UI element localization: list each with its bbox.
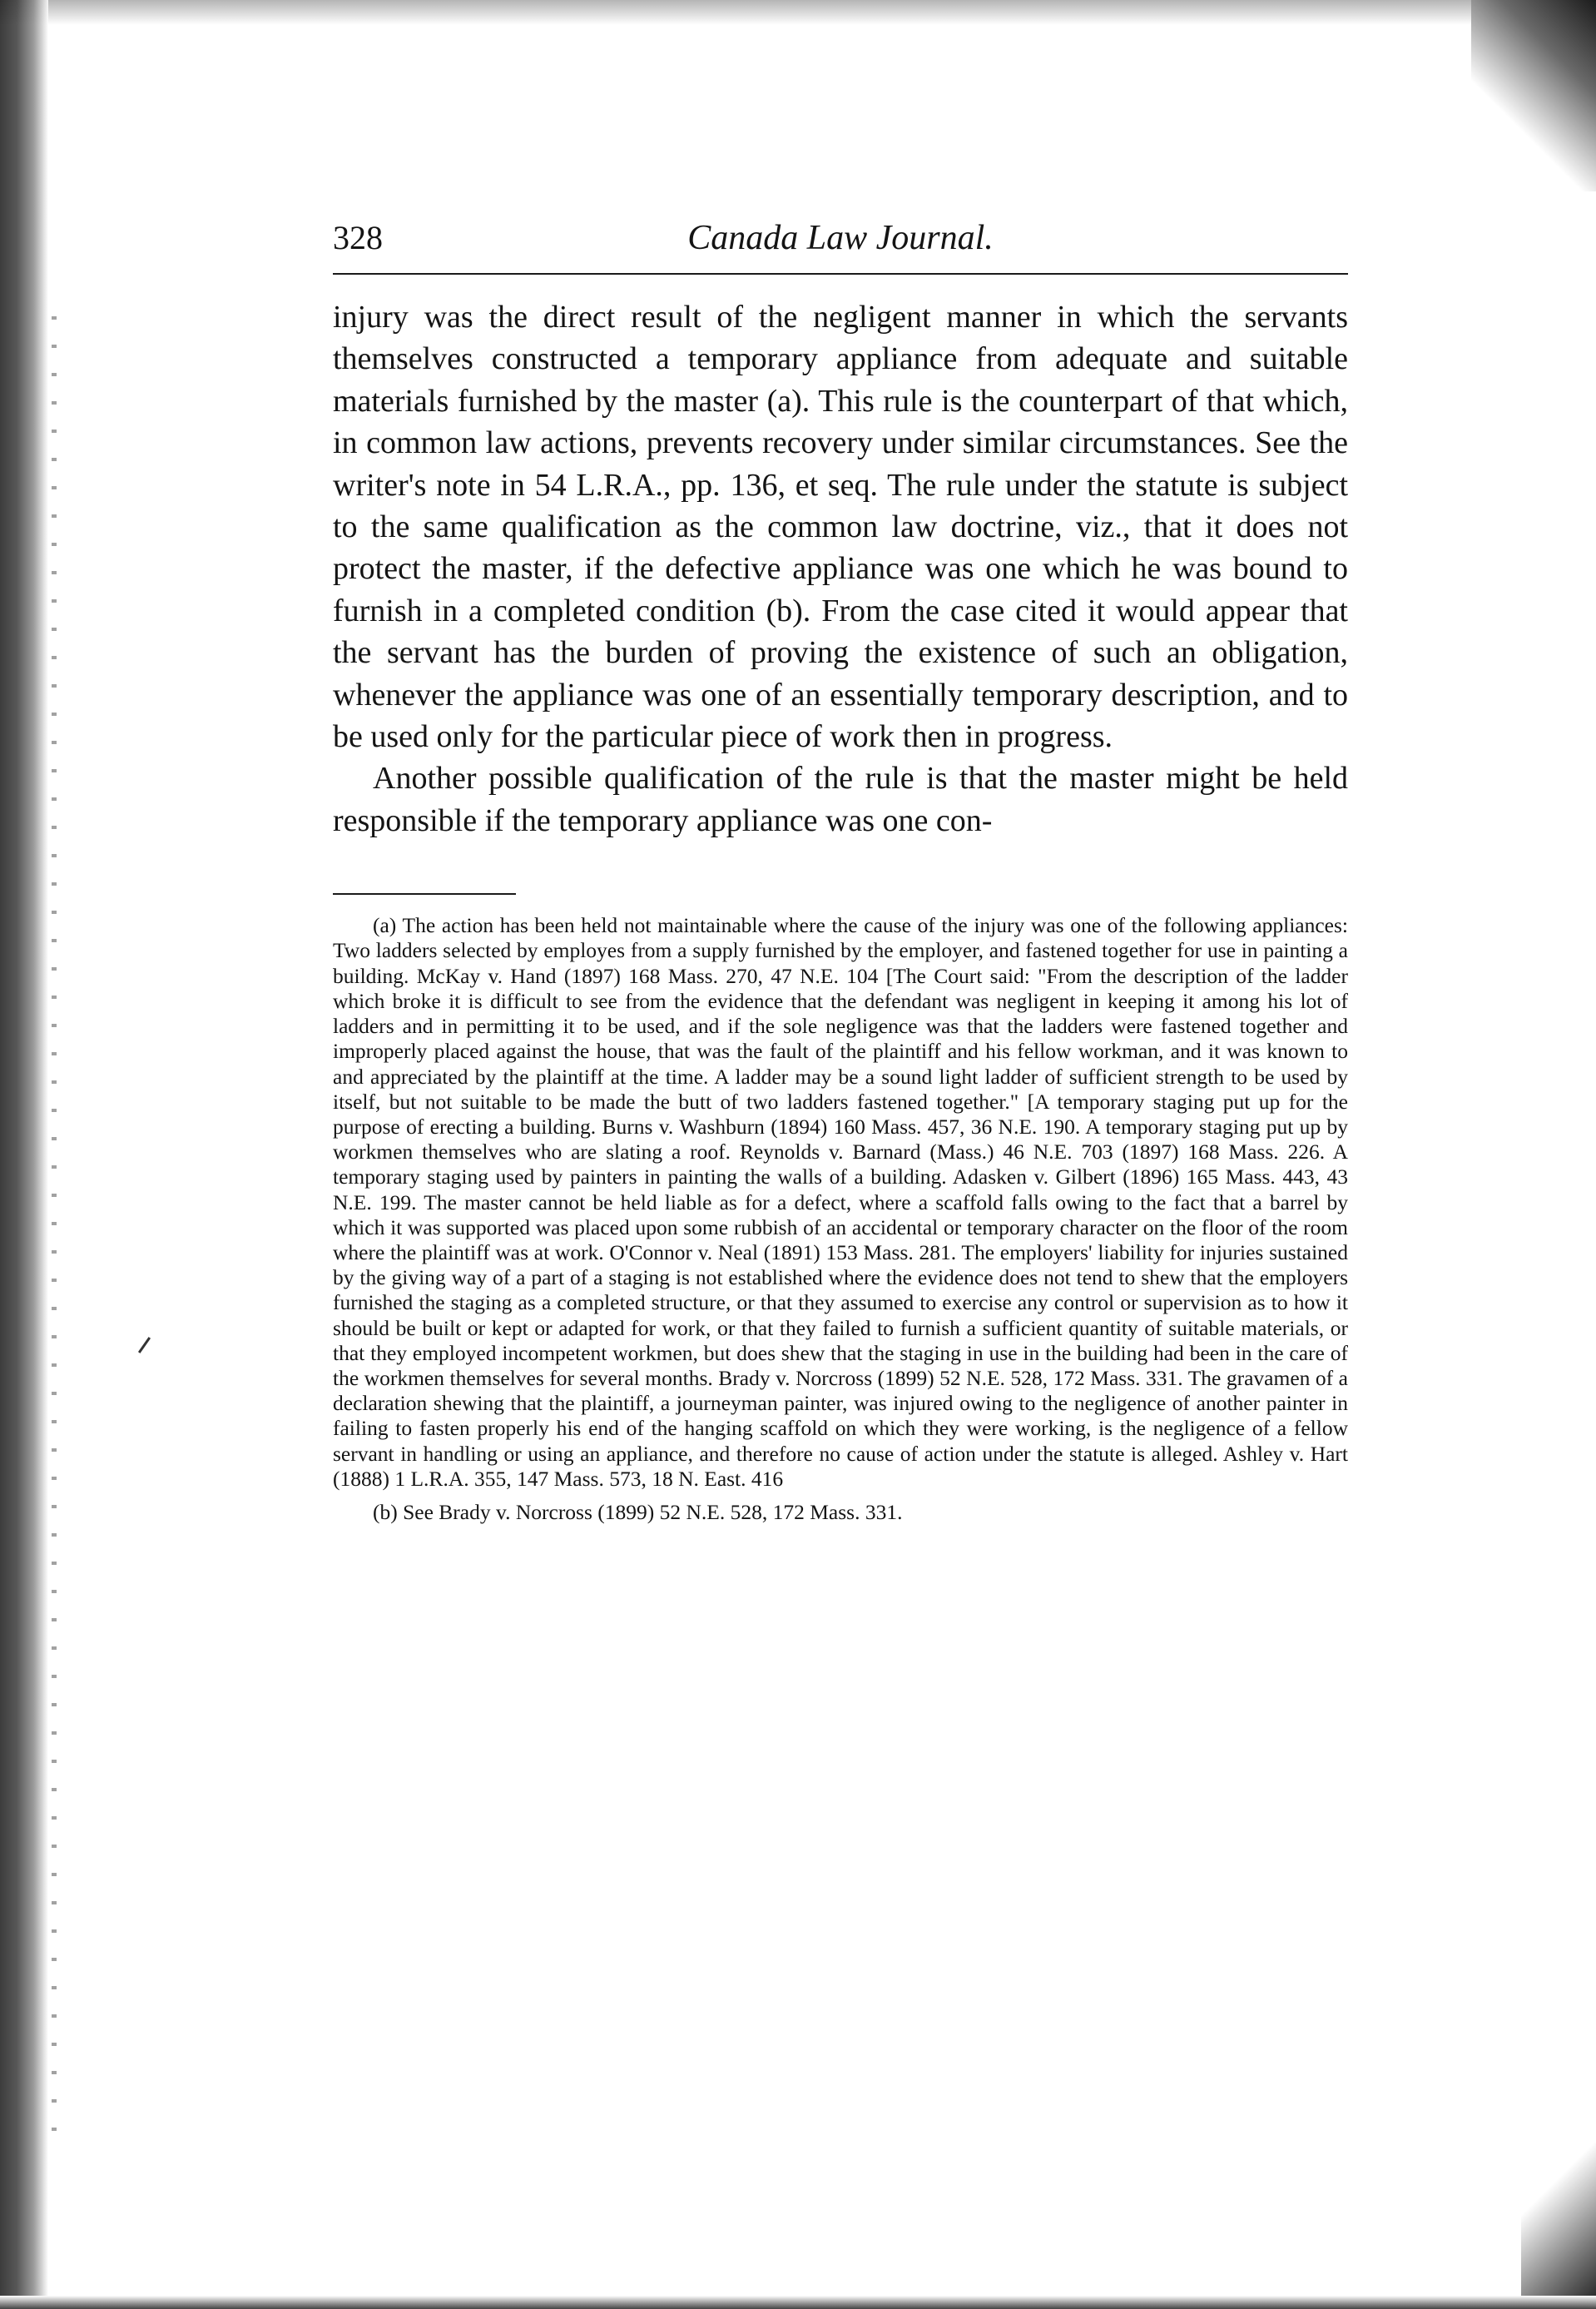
page <box>333 215 1348 1525</box>
body-text <box>333 296 1348 842</box>
body-paragraph-2: Another possible qualification of the rule is that the master might be held responsible if the temporary appliance was one con- <box>333 761 1348 838</box>
running-head <box>333 215 1348 265</box>
footnote-b: (b) See Brady v. Norcross (1899) 52 N.E. 528, 172 Mass. 331. <box>373 1499 903 1524</box>
body-paragraph-1: injury was the direct result of the negligent manner in which the servants themselves constructed a temporary appliance from adequate and suitable materials furnished by the master (a). This rule is the counterpart of that which, in common law actions, prevents recovery under similar circumstances. See the writer's note in 54 L.R.A., pp. 136, et seq. The rule under the statute is subject to the same qualification as the common law doctrine, viz., that it does not protect the master, if the defective appliance was one which he was bound to furnish in a completed condition (b). From the case cited it would appear that the servant has the burden of proving the existence of such an obligation, whenever the appliance was one of an essentially temporary description, and to be used only for the particular piece of work then in progress. <box>333 300 1348 755</box>
header-rule <box>333 273 1348 275</box>
margin-pencil-mark <box>138 1337 151 1353</box>
scan-edge-left <box>0 0 48 2309</box>
page-number: 328 <box>333 219 383 256</box>
footnote-rule <box>333 893 516 895</box>
footnote-a: (a) The action has been held not maintainable where the cause of the injury was one of the following appliances: Two ladders selected by employes from a supply furnished by the employer, and fastened together for use in painting a building. McKay v. Hand (1897) 168 Mass. 270, 47 N.E. 104 [The Court said: "From the description of the ladder which broke it is difficult to see from the evidence that the defendant was negligent in keeping it among his lot of ladders and in permitting it to be used, and if the sole negligence was that the ladders were fastened together and improperly placed against the house, that was the fault of the plaintiff and his fellow workman, and it was known to and appreciated by the plaintiff at the time. A ladder may be a sound light ladder of sufficient strength to be used by itself, but not suitable to be made the butt of two ladders fastened together." [A temporary staging put up for the purpose of erecting a building. Burns v. Washburn (1894) 160 Mass. 457, 36 N.E. 190. A temporary staging put up by workmen themselves who are slating a roof. Reynolds v. Barnard (Mass.) 46 N.E. 703 (1897) 168 Mass. 226. A temporary staging used by painters in painting the walls of a building. Adasken v. Gilbert (1896) 165 Mass. 443, 43 N.E. 199. The master cannot be held liable as for a defect, where a scaffold falls owing to the fact that a barrel by which it was supported was placed upon some rubbish of an accidental or temporary character on the floor of the room where the plaintiff was at work. O'Connor v. Neal (1891) 153 Mass. 281. The employers' liability for injuries sustained by the giving way of a part of a staging is not established where the evidence does not tend to shew that the employers furnished the staging as a completed structure, or that they assumed to exercise any control or supervision as to how it should be built or kept or adapted for work, or that they failed to furnish a sufficient quantity of suitable materials, or that they employed incompetent workmen, but does shew that the staging in use in the building had been in the care of the workmen themselves for several months. Brady v. Norcross (1899) 52 N.E. 528, 172 Mass. 331. The gravamen of a declaration shewing that the plaintiff, a journeyman painter, was injured owing to the negligence of another painter in failing to fasten properly his end of the hanging scaffold on which they were working, is the negligence of a fellow servant in handling or using an appliance, and therefore no cause of action under the statute is alleged. Ashley v. Hart (1888) 1 L.R.A. 355, 147 Mass. 573, 18 N. East. 416 <box>333 913 1348 1491</box>
footnotes <box>333 913 1348 1525</box>
scan-corner-top-right <box>1471 0 1596 191</box>
scan-binding-specks <box>52 316 57 2148</box>
journal-title: Canada Law Journal. <box>687 219 994 257</box>
scan-edge-bottom <box>0 2296 1596 2309</box>
scan-edge-top <box>0 0 1596 25</box>
scan-corner-bottom-right <box>1521 2143 1596 2309</box>
